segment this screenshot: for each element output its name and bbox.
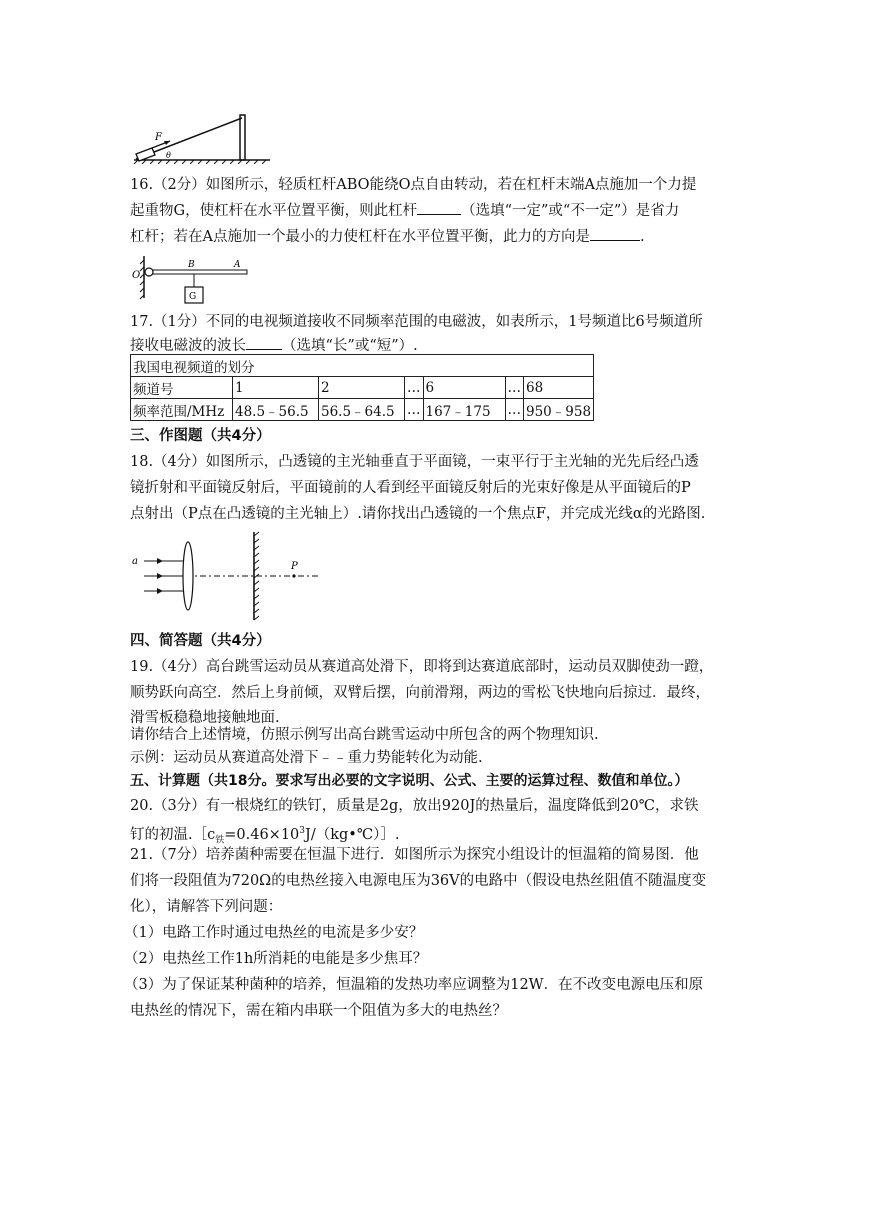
table-cell: 频道号 [131,377,233,399]
q17-line2a: 接收电磁波的波长 [130,338,246,354]
q21-sub1: （1）电路工作时通过电热丝的电流是多少安？ [124,925,424,941]
q21-line3: 化），请解答下列问题： [130,899,283,915]
table-cell: 频率范围/MHz [131,399,233,421]
q16-line3a: 杠杆；若在A点施加一个最小的力使杠杆在水平位置平衡，此力的方向是 [130,229,590,245]
table-row [131,377,594,399]
q16-line3 [130,224,750,250]
q18-line2: 镜折射和平面镜反射后，平面镜前的人看到经平面镜反射后的光束好像是从平面镜后的P [130,480,691,496]
table-title: 我国电视频道的划分 [131,355,594,377]
table-cell: 56.5﹣64.5 [319,399,405,421]
table-cell: 48.5﹣56.5 [233,399,319,421]
q16-blank1[interactable] [417,198,461,215]
label-a: A [234,260,241,270]
q20-line2b: =0.46×10 [224,826,300,843]
q16-line2a: 起重物G，使杠杆在水平位置平衡，则此杠杆 [130,203,418,219]
q18-line3: 点射出（P点在凸透镜的主光轴上）.请你找出凸透镜的一个焦点F，并完成光线α的光路图. [130,506,706,522]
force-label: F [155,132,162,143]
section-3-title: 三、作图题（共4分） [130,428,271,444]
q19-line2: 顺势跃向高空．然后上身前倾，双臂后摆，向前滑翔，两边的雪松飞快地向后掠过．最终， [130,685,710,701]
table-cell: 68 [524,377,594,399]
table-title-row [131,355,594,377]
q20-sub: 铁 [215,835,225,846]
table-row [131,399,594,421]
q21-sub3b: 电热丝的情况下，需在箱内串联一个阻值为多大的电热丝？ [130,1003,507,1019]
q20-line2a: 钉的初温.［c [130,826,216,843]
q16-line2 [130,198,750,224]
table-cell: … [405,399,424,421]
optics-figure [130,528,325,623]
table-cell: 6 [423,377,505,399]
point-p [292,574,295,577]
q16-line1: 16.（2分）如图所示，轻质杠杆ABO能绕O点自由转动，若在杠杆末端A点施加一个力提 [130,177,697,193]
section-4-title: 四、简答题（共4分） [130,633,271,649]
q16-line2b: （选填“一定”或“不一定”）是省力 [461,203,680,219]
q16-line3b: . [639,229,645,245]
q20-line2c: J/（kg•℃）］. [305,826,400,843]
q19-line3: 滑雪板稳稳地接触地面. [130,710,280,726]
q19-line4: 请你结合上述情境，仿照示例写出高台跳雪运动中所包含的两个物理知识. [130,727,599,743]
q19-line5: 示例：运动员从赛道高处滑下﹣﹣重力势能转化为动能. [130,750,483,766]
block [136,148,155,161]
section-5-title: 五、计算题（共18分。要求写出必要的文字说明、公式、主要的运算过程、数值和单位。） [130,773,689,789]
incline-figure [130,112,275,164]
q21-line1: 21.（7分）培养菌种需要在恒温下进行．如图所示为探究小组设计的恒温箱的简易图．他 [130,847,699,863]
table-cell: 167﹣175 [423,399,505,421]
tv-channel-table [130,354,594,421]
q19-line1: 19.（4分）高台跳雪运动员从赛道高处滑下，即将到达赛道底部时，运动员双脚使劲一蹬， [130,659,714,675]
q20-sup: 3 [299,826,306,836]
table-cell: 950﹣958 [524,399,594,421]
table-cell: … [505,399,524,421]
q17-line2b: （选填“长”或“短”）. [282,338,418,354]
lever-figure [130,252,250,308]
label-p: P [291,561,298,572]
theta-label: θ [166,151,171,160]
q17-line1: 17.（1分）不同的电视频道接收不同频率范围的电磁波，如表所示，1号频道比6号频道所 [130,314,703,330]
table-cell: … [505,377,524,399]
q18-line1: 18.（4分）如图所示，凸透镜的主光轴垂直于平面镜，一束平行于主光轴的光先后经凸透 [130,454,699,470]
table-cell: 1 [233,377,319,399]
q21-sub2: （2）电热丝工作1h所消耗的电能是多少焦耳？ [124,951,428,967]
convex-lens [183,542,193,610]
lever-bar [153,270,247,274]
label-o: O [132,270,141,281]
q16-blank2[interactable] [590,224,640,241]
label-alpha: a [132,556,138,567]
q21-line2: 们将一段阻值为720Ω的电热丝接入电源电压为36V的电路中（假设电热丝阻值不随温度变 [130,873,707,889]
label-b: B [188,260,195,270]
q17-blank[interactable] [246,333,282,350]
table-cell: 2 [319,377,405,399]
pillar [240,115,245,160]
q21-sub3a: （3）为了保证某种菌种的培养，恒温箱的发热功率应调整为12W．在不改变电源电压和原 [124,977,704,993]
label-g: G [189,292,197,302]
q20-line1: 20.（3分）有一根烧红的铁钉，质量是2g，放出920J的热量后，温度降低到20℃，求铁 [130,798,699,814]
table-cell: … [405,377,424,399]
